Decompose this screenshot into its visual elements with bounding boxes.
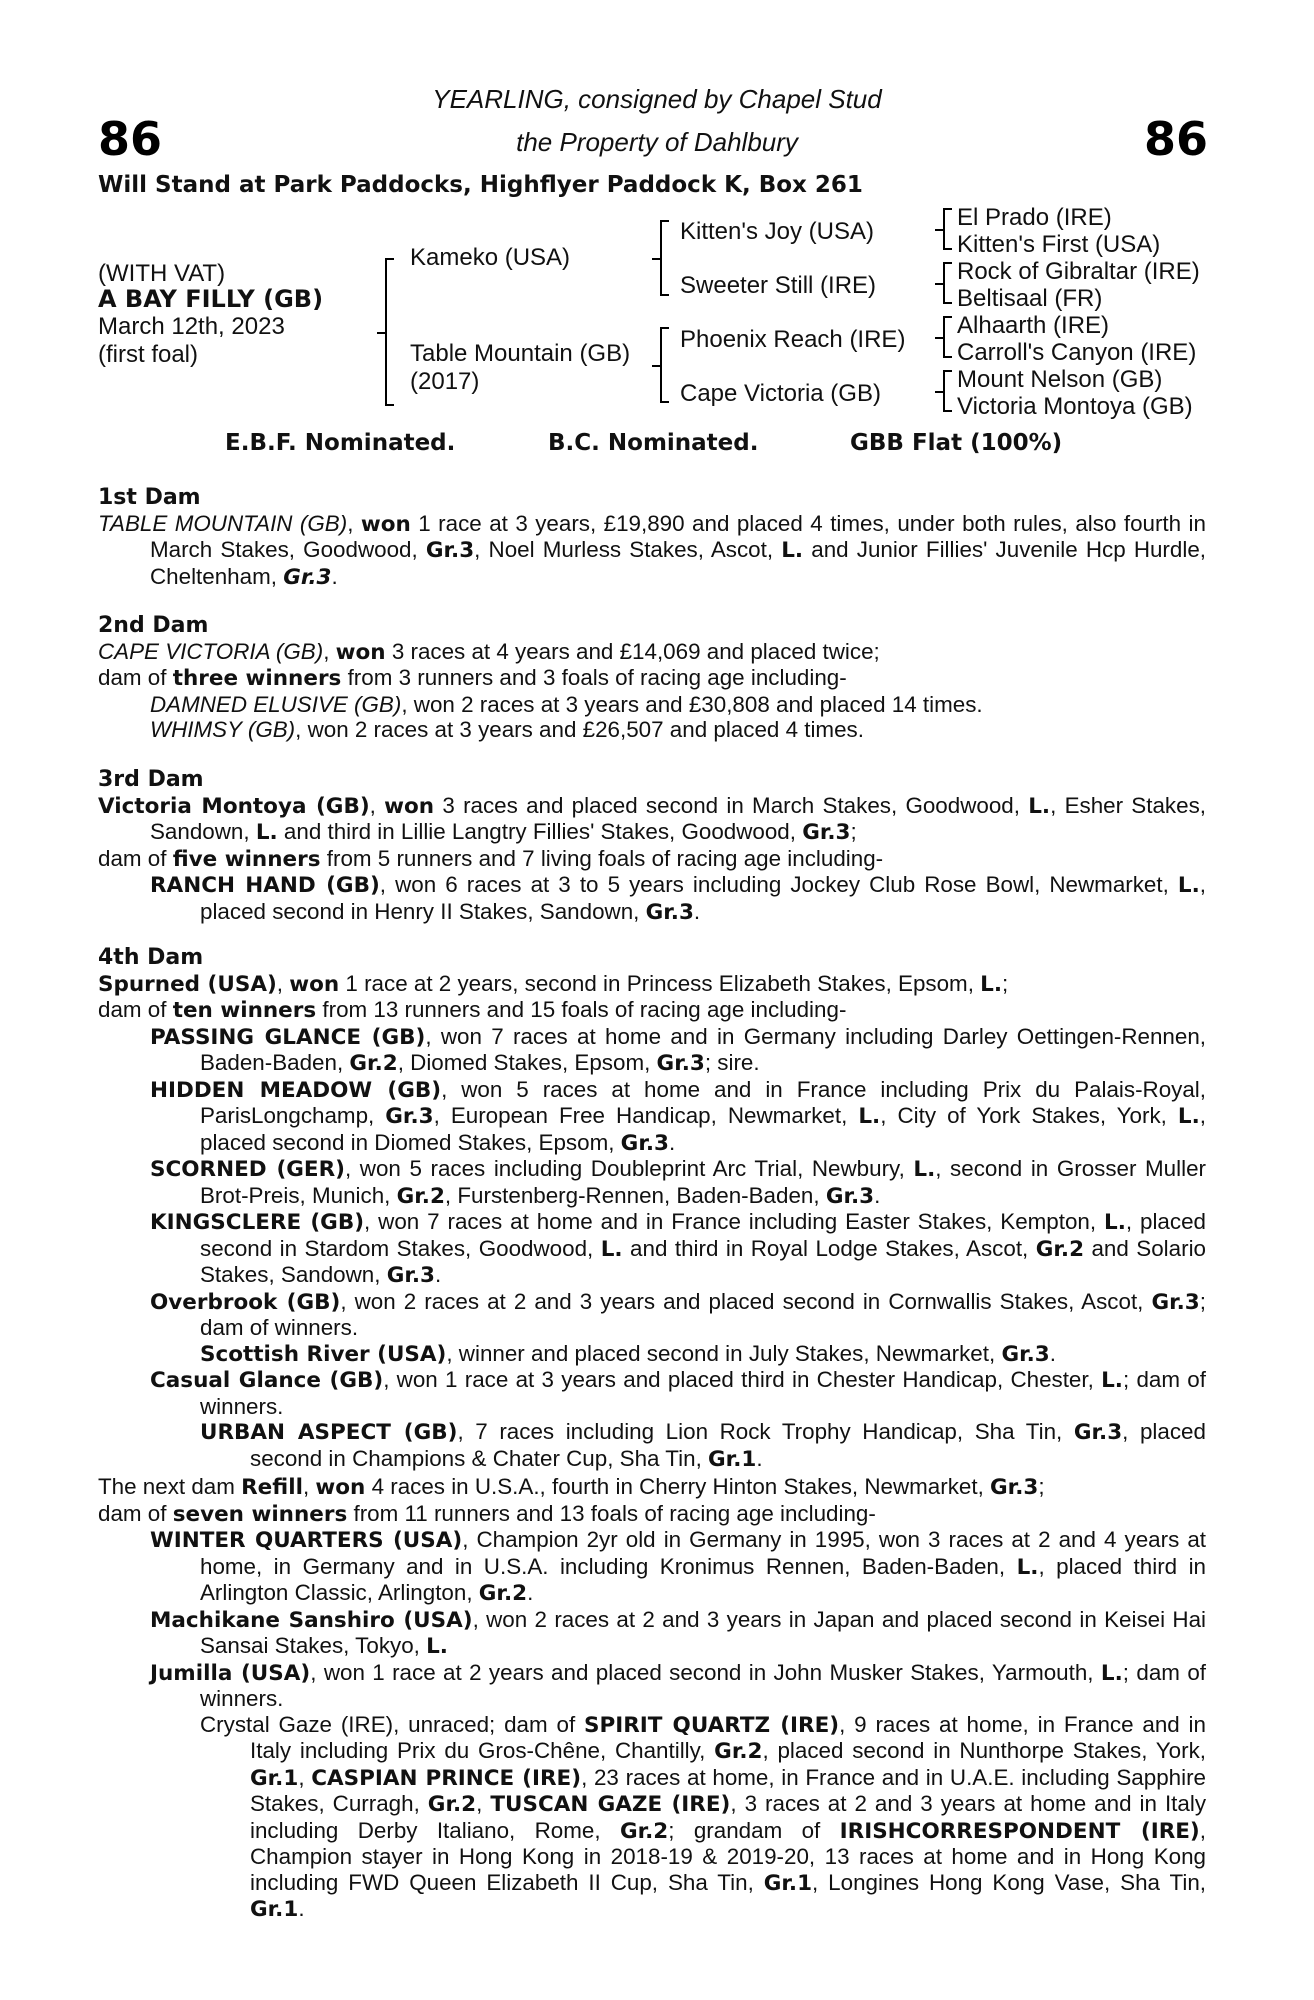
brace-gen1 [385, 258, 387, 406]
fourth-dam-name: Spurned (USA) [98, 971, 277, 997]
horse-name: A BAY FILLY (GB) [98, 285, 324, 313]
brace-g12-point [935, 229, 943, 231]
produce-item: Overbrook (GB), won 2 races at 2 and 3 years and placed second in Cornwallis Stakes, Ascot, Gr.3; dam of winners. [150, 1288, 1206, 1340]
fourth-dam-text: Spurned (USA), won 1 race at 2 years, second in Princess Elizabeth Stakes, Epsom, L.; [98, 970, 1009, 997]
next-dam-produce: dam of seven winners from 11 runners and 13 foals of racing age including- [98, 1500, 876, 1527]
produce-item: PASSING GLANCE (GB), won 7 races at home and in Germany including Darley Oettingen-Rennen, Baden-Baden, Gr.2, Diomed Stakes, Epsom, Gr.3; sire. [150, 1023, 1207, 1076]
third-dam-produce: dam of five winners from 5 runners and 7 living foals of racing age including- [98, 845, 884, 872]
second-dam-produce: dam of three winners from 3 runners and 3 foals of racing age including- [98, 665, 847, 691]
produce-item: HIDDEN MEADOW (GB), won 5 races at home and in France including Prix du Palais-Royal, ParisLongchamp, Gr.3, European Free Handicap, Newmarket, L., City of York Stakes, York, L., placed second in Diomed Stakes, Epsom, Gr.3. [150, 1076, 1206, 1156]
dam: Table Mountain (GB) [410, 340, 631, 367]
sire-dam: Sweeter Still (IRE) [680, 272, 877, 299]
produce-item: WHIMSY (GB), won 2 races at 3 years and £26,507 and placed 4 times. [150, 717, 864, 742]
fourth-dam-produce: dam of ten winners from 13 runners and 15 foals of racing age including- [98, 997, 847, 1023]
gg-1: El Prado (IRE) [957, 204, 1112, 231]
produce-item: KINGSCLERE (GB), won 7 races at home and in France including Easter Stakes, Kempton, L., placed second in Stardom Stakes, Goodwood, L. and third in Royal Lodge Stakes, Ascot, Gr.2 and Solario Stakes, Sandown, Gr.3. [150, 1209, 1206, 1288]
first-dam-name: TABLE MOUNTAIN (GB) [98, 510, 348, 536]
produce-item: Crystal Gaze (IRE), unraced; dam of SPIRIT QUARTZ (IRE), 9 races at home, in France and in Italy including Prix du Gros-Chêne, Chantilly, Gr.2, placed second in Nunthorpe Stakes, York, Gr.1, CASPIAN PRINCE (IRE), 23 races at home, in France and in U.A.E. including Sapphire Stakes, Curragh, Gr.2, TUSCAN GAZE (IRE), 3 races at 2 and 3 years at home and in Italy including Derby Italiano, Rome, Gr.2; grandam of IRISHCORRESPONDENT (IRE), Champion stayer in Hong Kong in 2018-19 & 2019-20, 13 races at home and in Hong Kong including FWD Queen Elizabeth II Cup, Sha Tin, Gr.1, Longines Hong Kong Vase, Sha Tin, Gr.1. [200, 1711, 1207, 1922]
fourth-dam-section [98, 945, 1206, 1472]
third-dam-heading: 3rd Dam [98, 767, 204, 792]
brace-g34 [943, 262, 945, 304]
first-dam-text: TABLE MOUNTAIN (GB), won 1 race at 3 years, £19,890 and placed 4 times, under both rules, also fourth in March Stakes, Goodwood, Gr.3, Noel Murless Stakes, Ascot, L. and Junior Fillies' Juvenile Hcp Hurdle, Cheltenham, Gr.3. [98, 510, 1206, 590]
dam-sire: Phoenix Reach (IRE) [680, 326, 906, 353]
third-dam-text: Victoria Montoya (GB), won 3 races and placed second in March Stakes, Goodwood, L., Esher Stakes, Sandown, L. and third in Lillie Langtry Fillies' Stakes, Goodwood, Gr.3; [98, 792, 1206, 845]
produce-item: Machikane Sanshiro (USA), won 2 races at 2 and 3 years in Japan and placed second in Keisei Hai Sansai Stakes, Tokyo, L. [150, 1606, 1207, 1659]
won-label: won [360, 511, 411, 537]
first-dam-heading: 1st Dam [98, 485, 201, 510]
gg-4: Beltisaal (FR) [957, 285, 1103, 312]
stand-line: Will Stand at Park Paddocks, Highflyer Paddock K, Box 261 [98, 172, 863, 198]
gg-8: Victoria Montoya (GB) [957, 393, 1193, 420]
gg-2: Kitten's First (USA) [957, 231, 1161, 258]
horse-note: (first foal) [98, 341, 199, 368]
fourth-dam-heading: 4th Dam [98, 945, 204, 970]
brace-g56-point [935, 337, 943, 339]
brace-g12 [943, 208, 945, 250]
brace-sire [660, 220, 662, 296]
brace-dam-point [652, 365, 660, 367]
next-dam-text: The next dam Refill, won 4 races in U.S.A., fourth in Cherry Hinton Stakes, Newmarket, Gr.3; [98, 1474, 1045, 1500]
produce-item: SCORNED (GER), won 5 races including Doubleprint Arc Trial, Newbury, L., second in Grosser Muller Brot-Preis, Munich, Gr.2, Furstenberg-Rennen, Baden-Baden, Gr.3. [150, 1156, 1206, 1209]
horse-dob: March 12th, 2023 [98, 313, 285, 340]
lot-number-left: 86 [98, 112, 163, 166]
next-dam-section [98, 1474, 1206, 1923]
lot-number-right: 86 [1143, 112, 1208, 166]
gg-6: Carroll's Canyon (IRE) [957, 339, 1197, 366]
vat-note: (WITH VAT) [98, 260, 226, 287]
gg-5: Alhaarth (IRE) [957, 312, 1110, 339]
next-dam-name: Refill [241, 1475, 303, 1500]
brace-gen1-point [377, 332, 385, 334]
produce-item: Casual Glance (GB), won 1 race at 3 years and placed third in Chester Handicap, Chester, L.; dam of winners. [150, 1367, 1206, 1419]
sire: Kameko (USA) [410, 244, 571, 271]
second-dam-text: CAPE VICTORIA (GB), won 3 races at 4 years and £14,069 and placed twice; [98, 638, 880, 665]
produce-item: URBAN ASPECT (GB), 7 races including Lion Rock Trophy Handicap, Sha Tin, Gr.3, placed second in Champions & Chater Cup, Sha Tin, Gr.1. [200, 1419, 1206, 1472]
gg-3: Rock of Gibraltar (IRE) [957, 258, 1200, 285]
gg-7: Mount Nelson (GB) [957, 366, 1163, 393]
gbb-flat: GBB Flat (100%) [850, 430, 1063, 456]
third-dam-section [98, 767, 1206, 925]
sire-sire: Kitten's Joy (USA) [680, 218, 874, 245]
produce-item: Jumilla (USA), won 1 race at 2 years and placed second in John Musker Stakes, Yarmouth, L.; dam of winners. [150, 1659, 1207, 1711]
brace-g34-point [935, 283, 943, 285]
brace-sire-point [652, 258, 660, 260]
third-dam-name: Victoria Montoya (GB) [98, 793, 370, 819]
second-dam-section [98, 613, 1206, 743]
dam-dam: Cape Victoria (GB) [680, 380, 881, 407]
produce-item: DAMNED ELUSIVE (GB), won 2 races at 3 years and £30,808 and placed 14 times. [150, 691, 983, 717]
brace-g78-point [935, 391, 943, 393]
property-line: the Property of Dahlbury [516, 127, 798, 157]
bc-nomination: B.C. Nominated. [548, 430, 759, 456]
dam-year: (2017) [410, 368, 480, 395]
produce-item: Scottish River (USA), winner and placed second in July Stakes, Newmarket, Gr.3. [200, 1340, 1056, 1367]
brace-g56 [943, 316, 945, 358]
produce-item: WINTER QUARTERS (USA), Champion 2yr old in Germany in 1995, won 3 races at 2 and 4 years at home, in Germany and in U.S.A. including Kronimus Rennen, Baden-Baden, L., placed third in Arlington Classic, Arlington, Gr.2. [150, 1527, 1206, 1606]
brace-g78 [943, 370, 945, 412]
second-dam-heading: 2nd Dam [98, 613, 209, 638]
produce-item: RANCH HAND (GB), won 6 races at 3 to 5 years including Jockey Club Rose Bowl, Newmarket, L., placed second in Henry II Stakes, Sandown, Gr.3. [150, 872, 1207, 925]
consignment-line: YEARLING, consigned by Chapel Stud [432, 84, 882, 114]
first-dam-section [98, 485, 1206, 590]
second-dam-name: CAPE VICTORIA (GB) [98, 638, 324, 664]
ebf-nomination: E.B.F. Nominated. [225, 430, 456, 456]
brace-dam [660, 327, 662, 403]
